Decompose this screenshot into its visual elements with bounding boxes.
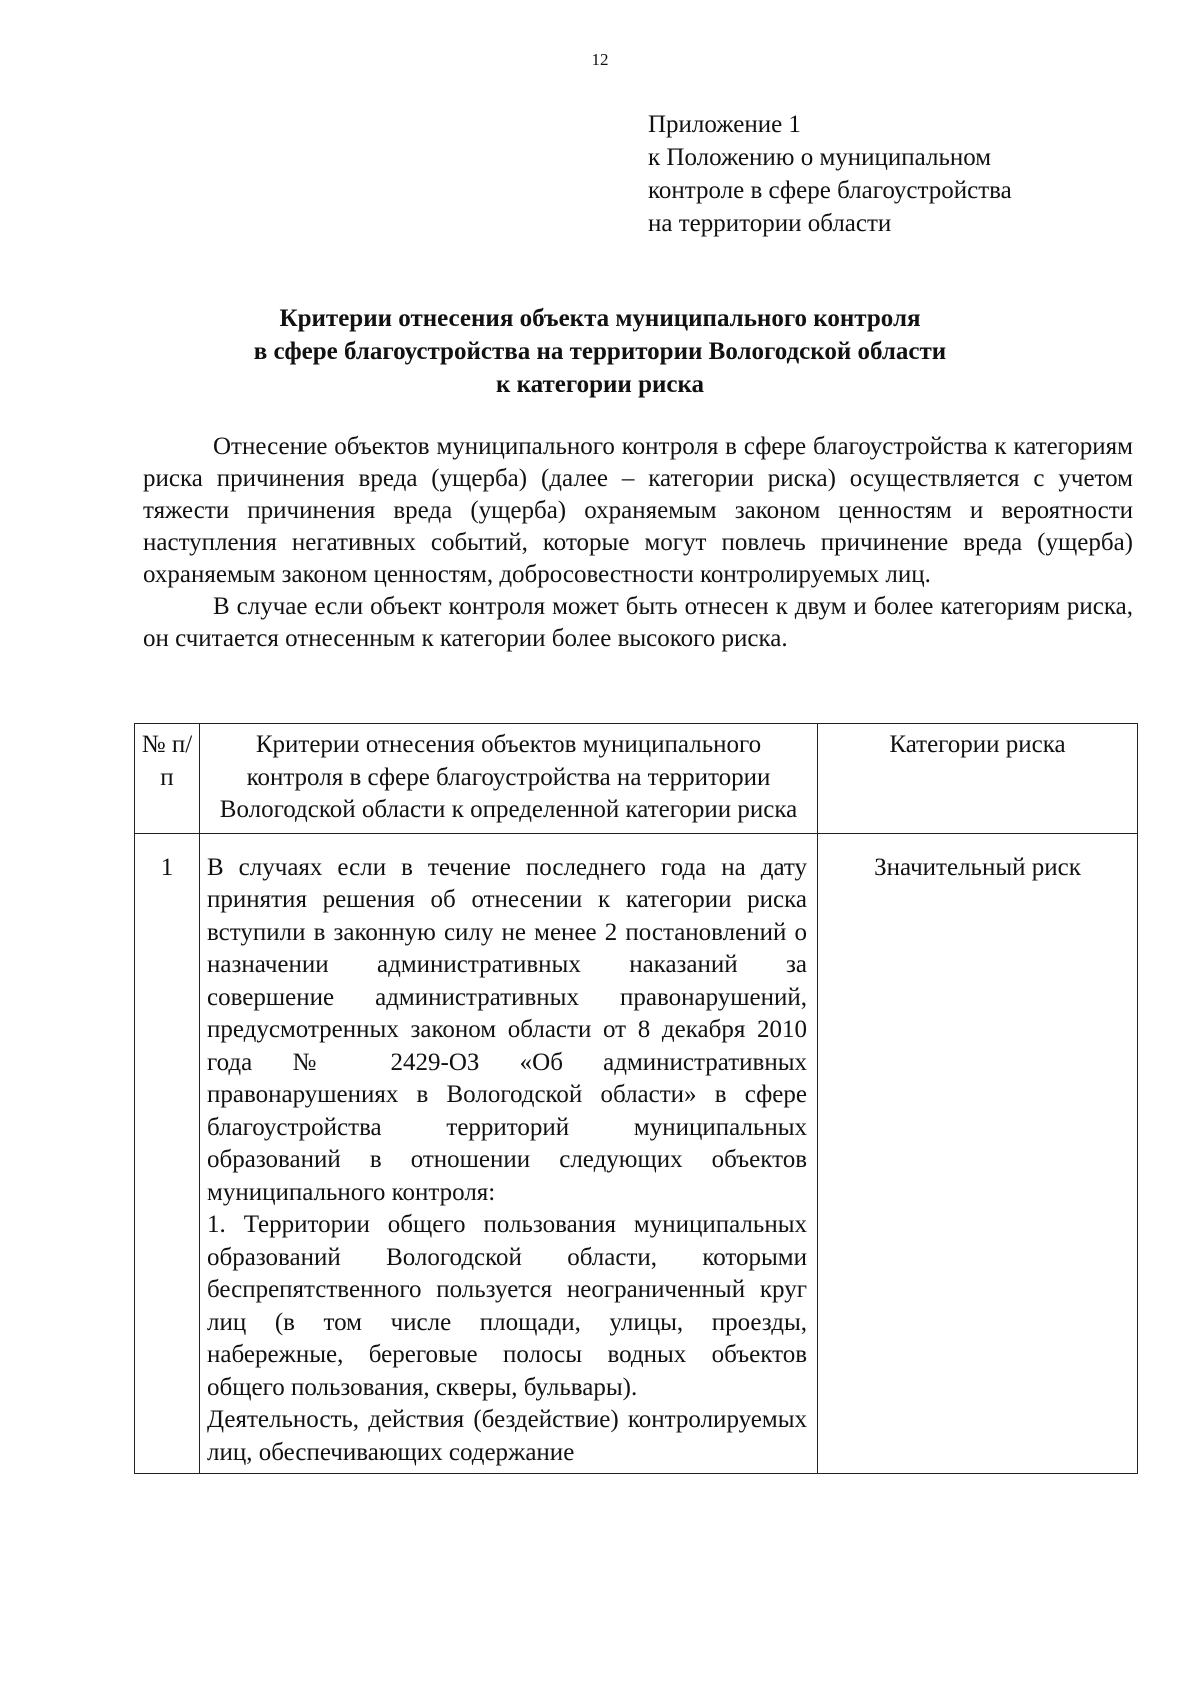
annex-line: к Положению о муниципальном bbox=[648, 144, 992, 171]
header-category: Категории риска bbox=[818, 724, 1138, 834]
risk-criteria-table bbox=[134, 723, 1138, 1474]
header-number: № п/п bbox=[135, 724, 200, 834]
annex-line: на территории области bbox=[648, 210, 892, 237]
header-criteria: Критерии отнесения объектов муниципального контроля в сфере благоустройства на территории Вологодской области к определенной категории риска bbox=[200, 724, 818, 834]
body-text bbox=[143, 431, 1133, 655]
paragraph: Отнесение объектов муниципального контроля в сфере благоустройства к категориям риска причинения вреда (ущерба) (далее – категории риска) осуществляется с учетом тяжести причинения вреда (ущерба) охраняемым законом ценностям и вероятности наступления негативных событий, которые могут повлечь причинение вреда (ущерба) охраняемым законом ценностям, добросовестности контролируемых лиц. bbox=[143, 433, 1133, 588]
annex-line: контроле в сфере благоустройства bbox=[648, 177, 1012, 204]
title-line: в сфере благоустройства на территории Вологодской области bbox=[253, 338, 947, 365]
document-title bbox=[130, 302, 1070, 401]
paragraph: В случае если объект контроля может быть отнесен к двум и более категориям риска, он считается отнесенным к категории более высокого риска. bbox=[143, 593, 1133, 652]
criteria-text: 1. Территории общего пользования муниципальных образований Вологодской области, которыми беспрепятственного пользуется неограниченный круг лиц (в том числе площади, улицы, проезды, набережные, береговые полосы водных объектов общего пользования, скверы, бульвары). bbox=[207, 1211, 807, 1401]
criteria-text: Деятельность, действия (бездействие) контролируемых лиц, обеспечивающих содержание bbox=[207, 1406, 807, 1466]
table-header-row bbox=[135, 724, 1138, 834]
row-number: 1 bbox=[135, 833, 200, 1474]
row-criteria bbox=[200, 833, 818, 1474]
criteria-text: В случаях если в течение последнего года на дату принятия решения об отнесении к категории риска вступили в законную силу не менее 2 постановлений о назначении административных наказаний за совершение административных правонарушений, предусмотренных законом области от 8 декабря 2010 года № 2429-ОЗ «Об административных правонарушениях в Вологодской области» в сфере благоустройства территорий муниципальных образований в отношении следующих объектов муниципального контроля: bbox=[207, 853, 807, 1206]
title-line: к категории риска bbox=[495, 371, 705, 398]
row-category: Значительный риск bbox=[818, 833, 1138, 1474]
annex-line: Приложение 1 bbox=[648, 111, 801, 138]
title-line: Критерии отнесения объекта муниципального контроля bbox=[279, 305, 921, 332]
page-number: 12 bbox=[591, 50, 609, 69]
table-row bbox=[135, 833, 1138, 1474]
annex-heading bbox=[648, 108, 1128, 240]
